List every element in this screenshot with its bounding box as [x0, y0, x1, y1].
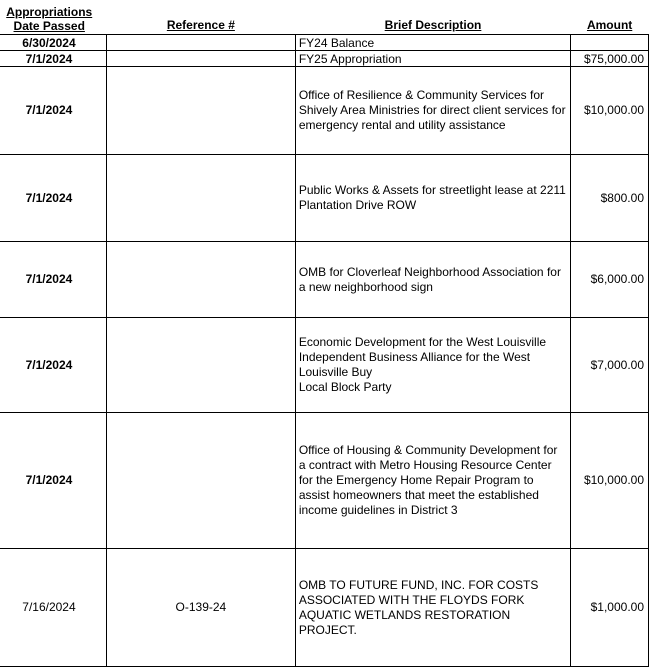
row-description: FY25 Appropriation — [295, 51, 570, 67]
table-row — [0, 51, 649, 67]
row-date: 7/1/2024 — [0, 242, 106, 318]
row-amount: $7,000.00 — [571, 318, 649, 413]
row-reference — [106, 155, 295, 242]
row-amount: $10,000.00 — [571, 413, 649, 549]
row-date: 7/16/2024 — [0, 549, 106, 667]
table-row — [0, 413, 649, 549]
row-amount: $75,000.00 — [571, 51, 649, 67]
header-description: Brief Description — [295, 0, 570, 35]
row-date: 7/1/2024 — [0, 67, 106, 155]
row-description: OMB TO FUTURE FUND, INC. FOR COSTS ASSOCIATED WITH THE FLOYDS FORK AQUATIC WETLANDS RESTORATION PROJECT. — [295, 549, 570, 667]
row-amount: $10,000.00 — [571, 67, 649, 155]
header-date-line1: Appropriations — [6, 5, 93, 19]
header-date-passed — [0, 0, 106, 35]
row-description: OMB for Cloverleaf Neighborhood Association for a new neighborhood sign — [295, 242, 570, 318]
row-reference — [106, 35, 295, 51]
row-amount: $1,000.00 — [571, 549, 649, 667]
header-reference: Reference # — [106, 0, 295, 35]
row-reference — [106, 51, 295, 67]
table-row — [0, 318, 649, 413]
row-reference: O-139-24 — [106, 549, 295, 667]
row-description: Office of Housing & Community Development for a contract with Metro Housing Resource Center for the Emergency Home Repair Program to assist homeowners that meet the established income guidelines in District 3 — [295, 413, 570, 549]
row-date: 6/30/2024 — [0, 35, 106, 51]
table-row — [0, 67, 649, 155]
row-description: Office of Resilience & Community Services for Shively Area Ministries for direct client services for emergency rental and utility assistance — [295, 67, 570, 155]
row-date: 7/1/2024 — [0, 155, 106, 242]
header-amount: Amount — [571, 0, 649, 35]
row-description: Economic Development for the West Louisville Independent Business Alliance for the West Louisville Buy Local Block Party — [295, 318, 570, 413]
row-description: FY24 Balance — [295, 35, 570, 51]
row-reference — [106, 242, 295, 318]
table-row — [0, 242, 649, 318]
table-row — [0, 35, 649, 51]
row-date: 7/1/2024 — [0, 51, 106, 67]
header-date-line2: Date Passed — [13, 19, 85, 33]
row-date: 7/1/2024 — [0, 318, 106, 413]
row-reference — [106, 67, 295, 155]
row-date: 7/1/2024 — [0, 413, 106, 549]
table-row — [0, 549, 649, 667]
row-amount — [571, 35, 649, 51]
table-row — [0, 155, 649, 242]
row-reference — [106, 413, 295, 549]
row-amount: $6,000.00 — [571, 242, 649, 318]
row-reference — [106, 318, 295, 413]
row-amount: $800.00 — [571, 155, 649, 242]
header-row — [0, 0, 649, 35]
row-description: Public Works & Assets for streetlight lease at 2211 Plantation Drive ROW — [295, 155, 570, 242]
